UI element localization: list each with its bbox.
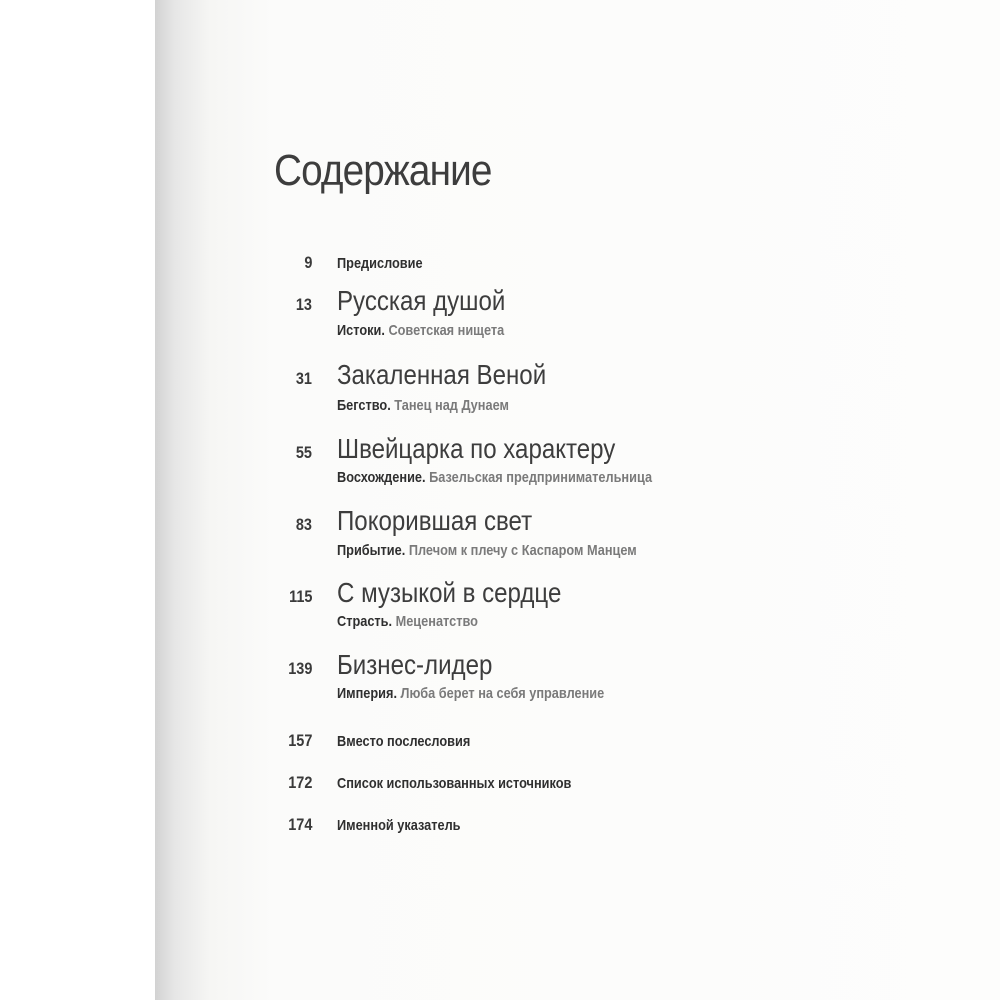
toc-page-number: 83 bbox=[295, 515, 312, 534]
toc-page-number: 13 bbox=[295, 295, 312, 314]
chapter-subtitle-rest: Меценатство bbox=[395, 613, 478, 630]
chapter-subtitle bbox=[337, 469, 652, 486]
chapter-subtitle-part: Бегство. bbox=[337, 397, 391, 414]
toc-page-number: 174 bbox=[287, 815, 312, 834]
toc-page-number: 172 bbox=[287, 773, 312, 792]
chapter-subtitle-part: Истоки. bbox=[337, 322, 385, 339]
page-gutter-shadow bbox=[155, 0, 210, 1000]
chapter-title: Швейцарка по характеру bbox=[337, 433, 616, 464]
toc-entry-title: Вместо послесловия bbox=[337, 733, 471, 750]
toc-entry-title: Предисловие bbox=[337, 255, 423, 272]
chapter-subtitle-rest: Люба берет на себя управление bbox=[400, 685, 605, 702]
chapter-subtitle bbox=[337, 397, 509, 414]
toc-entry-title: Список использованных источников bbox=[337, 775, 572, 792]
chapter-title: Русская душой bbox=[337, 285, 506, 316]
chapter-title: Бизнес-лидер bbox=[337, 649, 493, 680]
chapter-title: С музыкой в сердце bbox=[337, 577, 562, 608]
chapter-subtitle-rest: Базельская предпринимательница bbox=[429, 469, 653, 486]
chapter-subtitle-rest: Плечом к плечу с Каспаром Манцем bbox=[408, 542, 637, 559]
chapter-title: Покорившая свет bbox=[337, 505, 533, 536]
chapter-subtitle bbox=[337, 613, 478, 630]
chapter-subtitle-part: Восхождение. bbox=[337, 469, 426, 486]
toc-page-number: 9 bbox=[303, 253, 312, 272]
chapter-subtitle-part: Империя. bbox=[337, 685, 398, 702]
toc-page-number: 31 bbox=[295, 369, 312, 388]
chapter-subtitle-rest: Советская нищета bbox=[388, 322, 505, 339]
page-title: Содержание bbox=[274, 146, 492, 195]
chapter-subtitle bbox=[337, 322, 504, 339]
chapter-subtitle bbox=[337, 542, 637, 559]
chapter-title: Закаленная Веной bbox=[337, 359, 547, 390]
toc-page-number: 115 bbox=[288, 587, 312, 606]
toc-page-number: 55 bbox=[295, 443, 312, 462]
chapter-subtitle-part: Страсть. bbox=[337, 613, 393, 630]
chapter-subtitle bbox=[337, 685, 604, 702]
toc-page-number: 157 bbox=[287, 731, 312, 750]
chapter-subtitle-rest: Танец над Дунаем bbox=[394, 397, 509, 414]
toc-entry-title: Именной указатель bbox=[337, 817, 461, 834]
chapter-subtitle-part: Прибытие. bbox=[337, 542, 406, 559]
toc-page-number: 139 bbox=[287, 659, 312, 678]
